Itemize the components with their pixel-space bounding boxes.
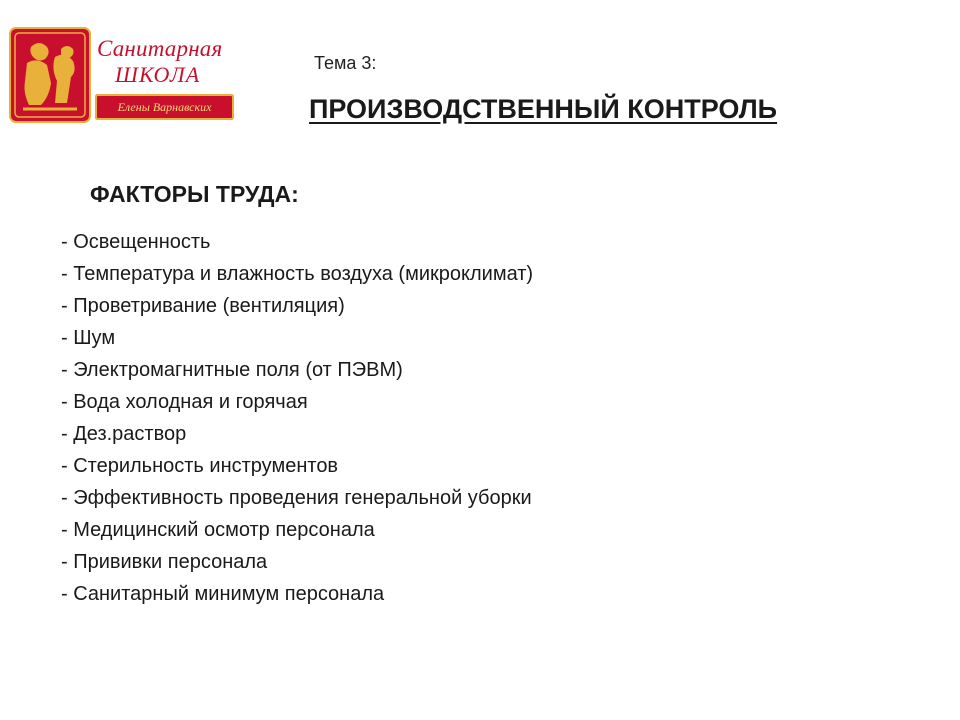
page-title: ПРОИЗВОДСТВЕННЫЙ КОНТРОЛЬ: [309, 94, 778, 124]
list-item: - Освещенность: [61, 231, 211, 253]
list-item: - Эффективность проведения генеральной уборки: [61, 487, 532, 509]
list-item: - Санитарный минимум персонала: [61, 583, 385, 605]
list-item: - Температура и влажность воздуха (микроклимат): [61, 263, 534, 285]
list-item: - Стерильность инструментов: [61, 455, 339, 477]
list-item: - Вода холодная и горячая: [61, 391, 308, 413]
list-item: - Электромагнитные поля (от ПЭВМ): [61, 359, 403, 381]
school-logo: [9, 27, 241, 127]
list-item: - Дез.раствор: [61, 423, 187, 445]
logo-text-line2: ШКОЛА: [115, 62, 201, 87]
logo-text-line1: Санитарная: [97, 36, 223, 61]
logo-emblem-icon: [9, 27, 91, 123]
topic-label: Тема 3:: [314, 53, 377, 73]
list-item: - Прививки персонала: [61, 551, 268, 573]
list-item: - Шум: [61, 327, 116, 349]
section-heading: ФАКТОРЫ ТРУДА:: [90, 181, 299, 207]
logo-banner: Елены Варнавских: [95, 94, 234, 120]
list-item: - Проветривание (вентиляция): [61, 295, 345, 317]
factor-list: [61, 226, 533, 610]
list-item: - Медицинский осмотр персонала: [61, 519, 375, 541]
